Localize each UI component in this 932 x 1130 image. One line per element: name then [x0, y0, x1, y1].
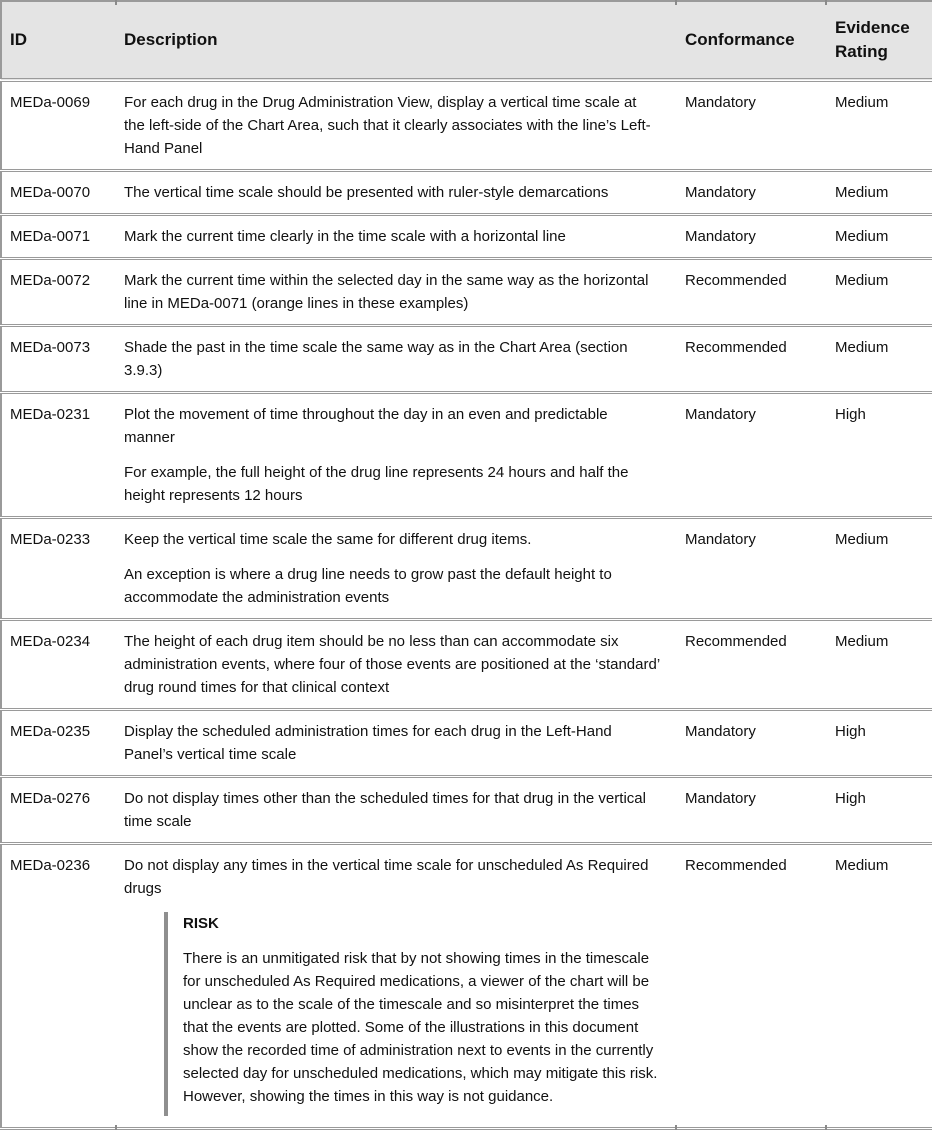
description-paragraph: The vertical time scale should be presented with ruler-style demarcations — [124, 184, 609, 201]
risk-label: RISK — [183, 915, 219, 932]
table-row — [1, 518, 932, 620]
table-header — [1, 1, 932, 80]
evidence-rating-value: Medium — [835, 531, 889, 548]
conformance-value: Recommended — [685, 272, 787, 289]
conformance-value: Recommended — [685, 857, 787, 874]
requirement-id: MEDa-0070 — [10, 184, 91, 201]
requirement-id: MEDa-0073 — [10, 339, 91, 356]
evidence-rating-value: Medium — [835, 94, 889, 111]
evidence-rating-value: Medium — [835, 228, 889, 245]
requirement-description — [116, 393, 676, 518]
header-id: ID — [10, 30, 27, 49]
description-paragraph: The height of each drug item should be no less than can accommodate six administration events, where four of those events are positioned at the ‘standard’ drug round times for that clinical context — [124, 633, 660, 696]
evidence-rating-value: High — [835, 406, 866, 423]
conformance-value: Mandatory — [685, 228, 756, 245]
requirement-id: MEDa-0069 — [10, 94, 91, 111]
description-paragraph: For example, the full height of the drug line represents 24 hours and half the height represents 12 hours — [124, 464, 629, 504]
evidence-rating-value: Medium — [835, 272, 889, 289]
requirement-description — [116, 518, 676, 620]
requirement-id: MEDa-0276 — [10, 790, 91, 807]
conformance-value: Mandatory — [685, 406, 756, 423]
column-junction-tick — [825, 0, 827, 5]
conformance-value: Mandatory — [685, 94, 756, 111]
description-paragraph: Do not display times other than the scheduled times for that drug in the vertical time scale — [124, 790, 646, 830]
conformance-value: Mandatory — [685, 531, 756, 548]
table-row — [1, 777, 932, 844]
requirement-description — [116, 710, 676, 777]
header-conformance: Conformance — [685, 30, 795, 49]
description-paragraph: Mark the current time within the selected day in the same way as the horizontal line in MEDa-0071 (orange lines in these examples) — [124, 272, 649, 312]
column-junction-tick — [825, 1125, 827, 1130]
requirement-description — [116, 844, 676, 1129]
requirement-description — [116, 215, 676, 259]
table-body — [1, 80, 932, 1129]
conformance-value: Recommended — [685, 339, 787, 356]
table-row — [1, 215, 932, 259]
evidence-rating-value: Medium — [835, 857, 889, 874]
table-row — [1, 620, 932, 710]
requirement-description — [116, 259, 676, 326]
description-paragraph: Display the scheduled administration times for each drug in the Left-Hand Panel’s vertical time scale — [124, 723, 612, 763]
requirement-id: MEDa-0236 — [10, 857, 91, 874]
conformance-value: Mandatory — [685, 723, 756, 740]
requirement-id: MEDa-0233 — [10, 531, 91, 548]
requirement-id: MEDa-0231 — [10, 406, 91, 423]
evidence-rating-value: Medium — [835, 339, 889, 356]
column-junction-tick — [675, 0, 677, 5]
requirement-description — [116, 171, 676, 215]
description-paragraph: Keep the vertical time scale the same for different drug items. — [124, 531, 532, 548]
requirement-id: MEDa-0072 — [10, 272, 91, 289]
requirement-description — [116, 777, 676, 844]
description-paragraph: Do not display any times in the vertical time scale for unscheduled As Required drugs — [124, 857, 649, 897]
table-row — [1, 80, 932, 171]
description-paragraph: Shade the past in the time scale the same way as in the Chart Area (section 3.9.3) — [124, 339, 628, 379]
evidence-rating-value: Medium — [835, 633, 889, 650]
column-junction-tick — [115, 1125, 117, 1130]
requirement-id: MEDa-0235 — [10, 723, 91, 740]
conformance-value: Recommended — [685, 633, 787, 650]
requirement-description — [116, 326, 676, 393]
description-paragraph: An exception is where a drug line needs to grow past the default height to accommodate the administration events — [124, 566, 612, 606]
requirement-description — [116, 620, 676, 710]
table-row — [1, 393, 932, 518]
table-row — [1, 710, 932, 777]
description-paragraph: Plot the movement of time throughout the day in an even and predictable manner — [124, 406, 608, 446]
header-evidence-rating: Evidence Rating — [835, 18, 910, 61]
column-junction-tick — [675, 1125, 677, 1130]
description-paragraph: Mark the current time clearly in the time scale with a horizontal line — [124, 228, 566, 245]
evidence-rating-value: High — [835, 723, 866, 740]
requirement-description — [116, 80, 676, 171]
conformance-value: Mandatory — [685, 184, 756, 201]
header-description: Description — [124, 30, 218, 49]
header-row — [1, 1, 932, 80]
table-row — [1, 259, 932, 326]
evidence-rating-value: Medium — [835, 184, 889, 201]
column-junction-tick — [115, 0, 117, 5]
table-row — [1, 171, 932, 215]
requirement-id: MEDa-0234 — [10, 633, 91, 650]
conformance-value: Mandatory — [685, 790, 756, 807]
table-row — [1, 326, 932, 393]
description-paragraph: For each drug in the Drug Administration View, display a vertical time scale at the left-side of the Chart Area, such that it clearly associates with the line’s Left-Hand Panel — [124, 94, 651, 157]
evidence-rating-value: High — [835, 790, 866, 807]
table-row — [1, 844, 932, 1129]
requirement-id: MEDa-0071 — [10, 228, 91, 245]
risk-text: There is an unmitigated risk that by not showing times in the timescale for unscheduled As Required medications, a viewer of the chart will be unclear as to the scale of the timescale and so misinterpret the times that the events are plotted. Some of the illustrations in this document show the recorded time of administration next to events in the currently selected day for unscheduled medications, which may mitigate this risk. However, showing the times in this way is not guidance. — [183, 950, 658, 1105]
risk-callout — [164, 912, 660, 1116]
